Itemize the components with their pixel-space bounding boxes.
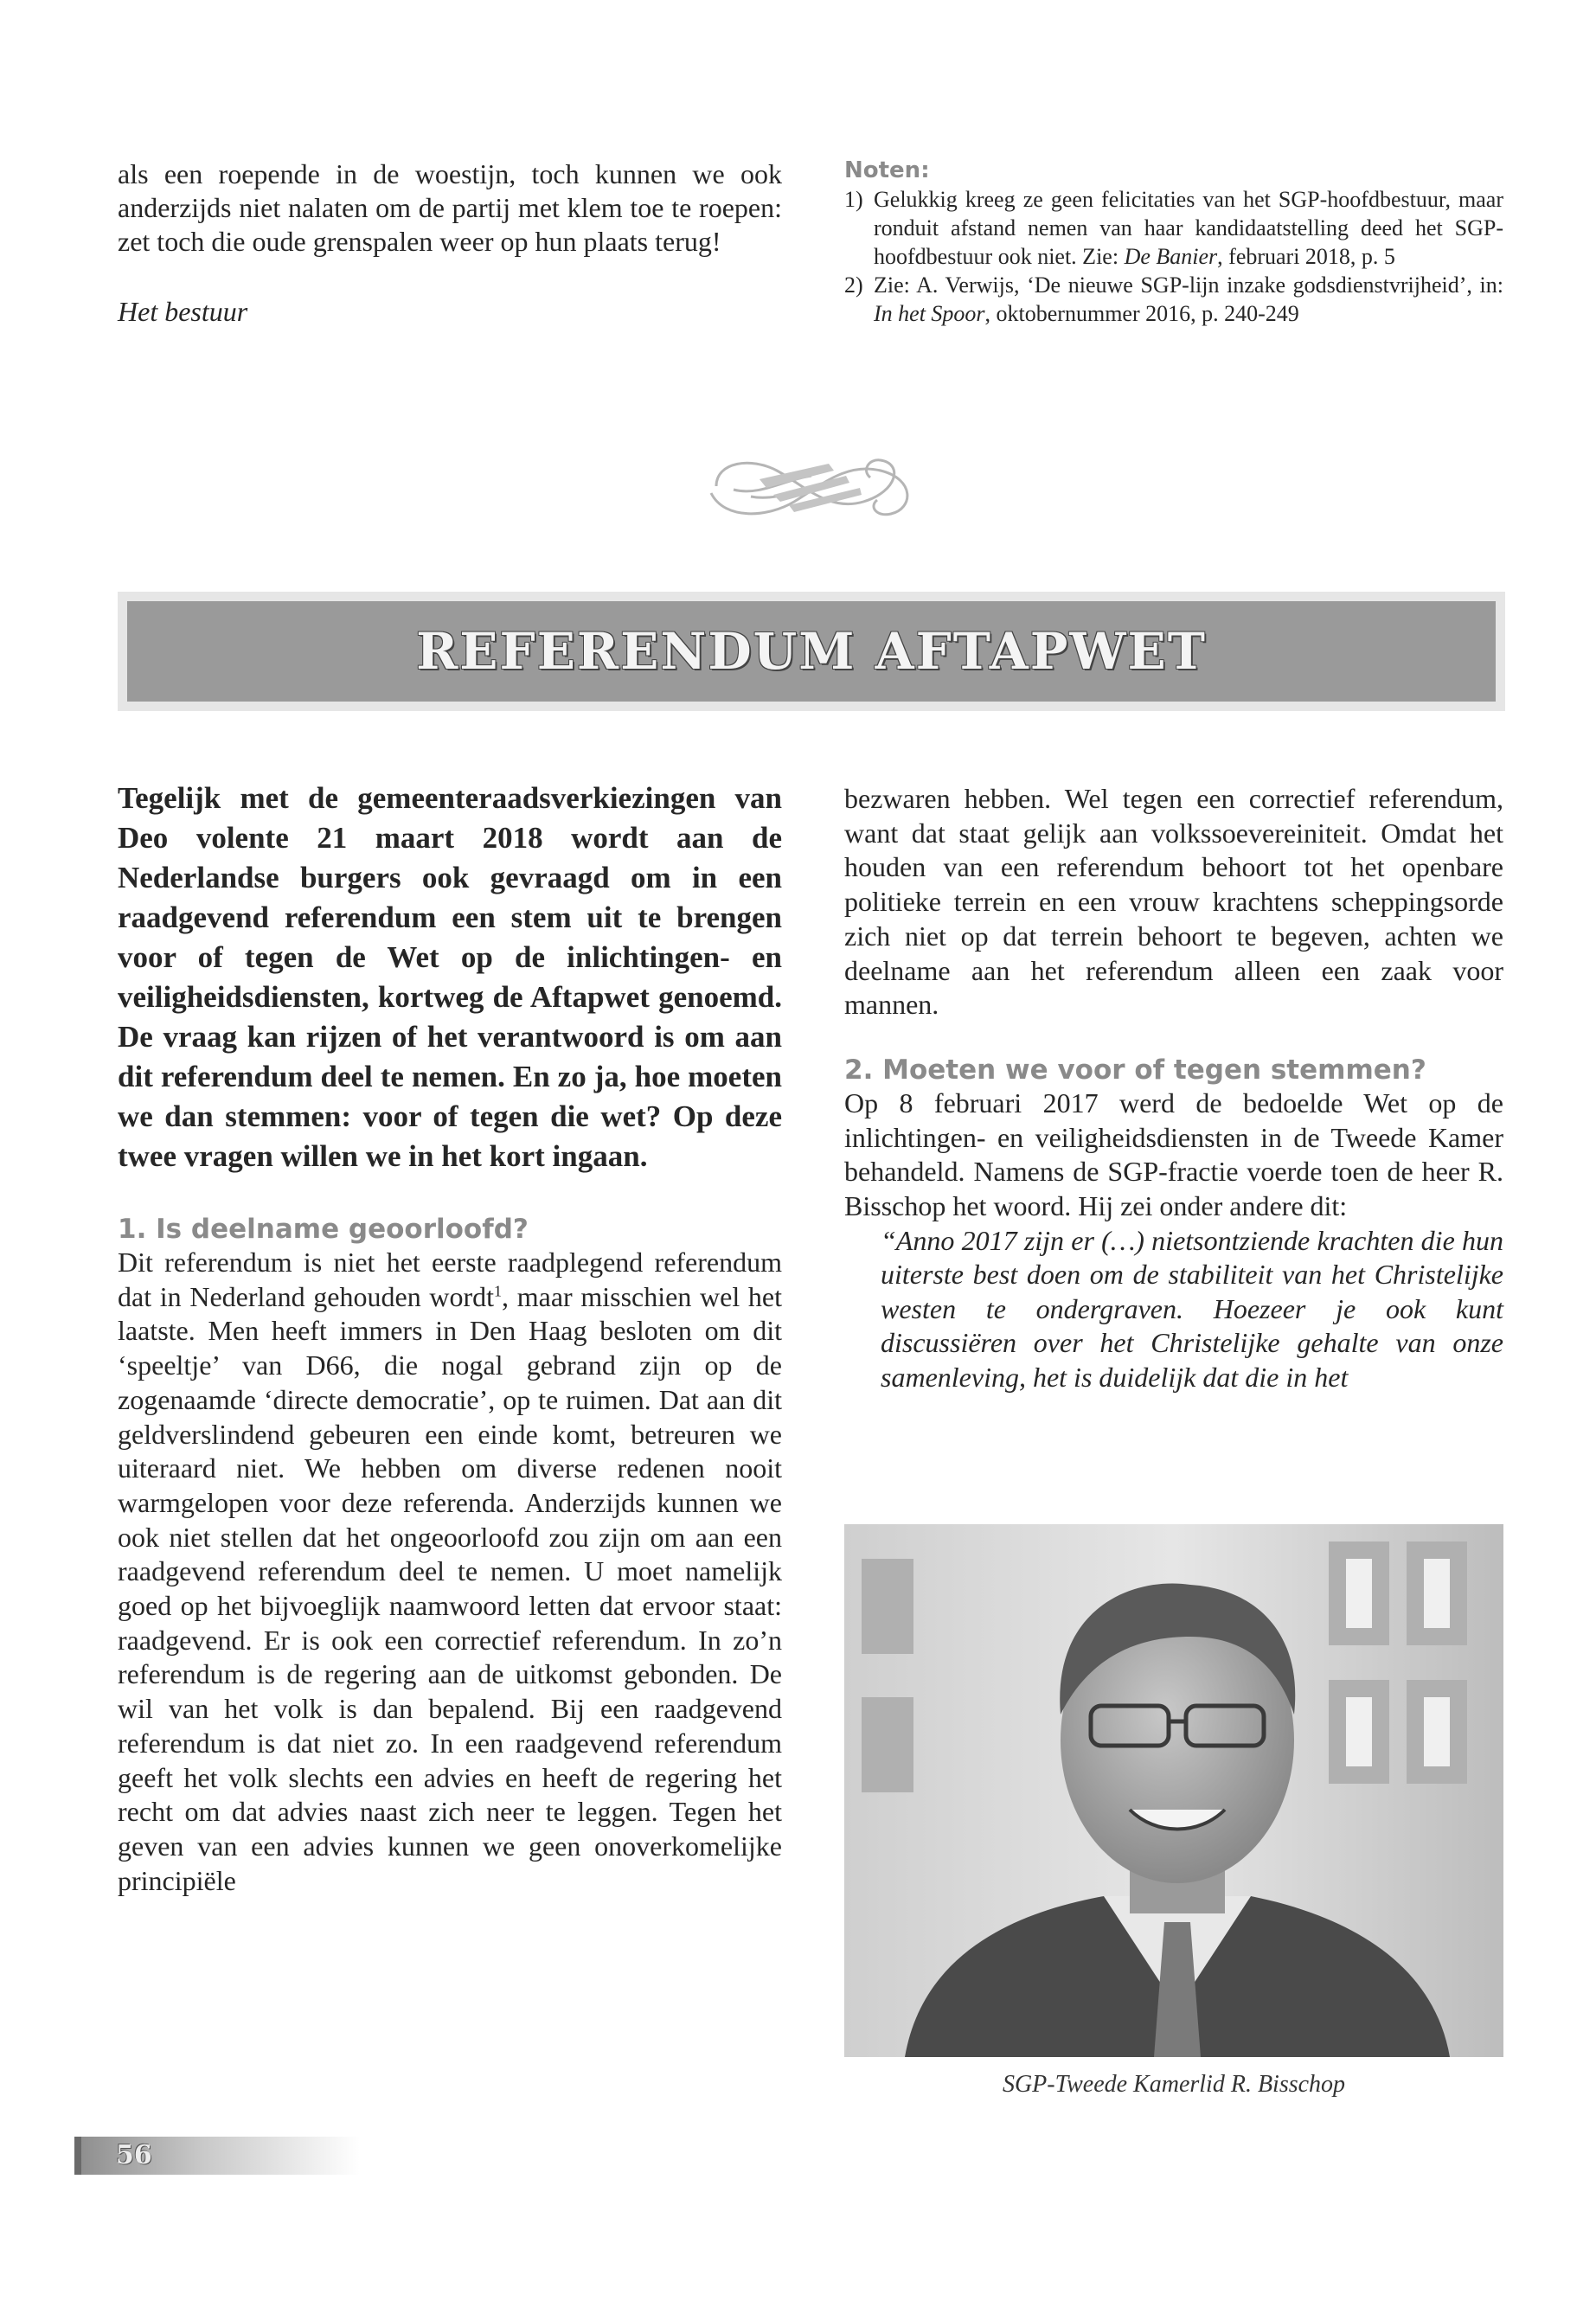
note-number: 1)	[844, 187, 863, 212]
lead-paragraph: Tegelijk met de gemeenteraadsverkiezingen van Deo volente 21 maart 2018 wordt aan de Nederlandse burgers ook gevraagd om in een raadgevend referendum een stem uit te brengen voor of tegen de Wet op de inlichtingen- en veiligheidsdiensten, kortweg de Aftapwet genoemd. De vraag kan rijzen of het verantwoord is om aan dit referendum deel te nemen. En zo ja, hoe moeten we dan stemmen: voor of tegen die wet? Op deze twee vragen willen we in het kort ingaan.	[118, 781, 782, 1173]
portrait-photo	[844, 1524, 1503, 2057]
section-1-body	[118, 1246, 782, 1898]
section-1-heading: 1. Is deelname geoorloofd?	[118, 1214, 529, 1245]
photo-caption: SGP-Tweede Kamerlid R. Bisschop	[1002, 2071, 1346, 2098]
note-text: , oktobernummer 2016, p. 240-249	[984, 301, 1299, 326]
signature: Het bestuur	[118, 296, 248, 327]
page-number: 56	[116, 2140, 152, 2170]
note-1	[844, 185, 1503, 271]
note-text: Gelukkig kreeg ze geen felicitaties van het SGP-hoofdbestuur, maar ronduit afstand nemen van haar kandidaatstelling deed het SGP-hoofdbestuur ook niet. Zie:	[874, 187, 1503, 269]
section-1-text-cont: , maar misschien wel het laatste. Men heeft immers in Den Haag besloten om dit ‘speeltje’ van D66, die nogal gebrand zijn op de zogenaamde ‘directe democratie’, op te ruimen. Dat aan dit geldverslindend gebeuren een einde komt, betreuren we uiteraard niet. We hebben om diverse redenen nooit warmgelopen voor deze referenda. Anderzijds kunnen we ook niet stellen dat het ongeoorloofd zou zijn om aan een raadgevend referendum deel te nemen. U moet namelijk goed op het bijvoeglijk naamwoord letten dat ervoor staat: raadgevend. Er is ook een correctief referendum. In zo’n referendum is de regering aan de uitkomst gebonden. De wil van het volk is dan bepalend. Bij een raadgevend referendum is dat niet zo. In een raadgevend referendum geeft het volk slechts een advies en heeft de regering het recht om dat advies naast zich neer te leggen. Tegen het geven van een advies kunnen we geen onoverkomelijke principiële	[118, 1280, 783, 1896]
previous-article-text: als een roepende in de woestijn, toch kunnen we ook anderzijds niet nalaten om de partij met klem toe te roepen: zet toch die oude grenspalen weer op hun plaats terug!	[118, 158, 782, 257]
section-2-body: Op 8 februari 2017 werd de bedoelde Wet op de inlichtingen- en veiligheidsdiensten in de Tweede Kamer behandeld. Namens de SGP-fractie voerde toen de heer R. Bisschop het woord. Hij zei onder andere dit:	[844, 1086, 1503, 1222]
note-2	[844, 271, 1503, 328]
note-text: Zie: A. Verwijs, ‘De nieuwe SGP-lijn inzake godsdienstvrijheid’, in:	[874, 272, 1503, 298]
section-2-heading: 2. Moeten we voor of tegen stemmen?	[844, 1054, 1426, 1086]
section-1-continued: bezwaren hebben. Wel tegen een correctief referendum, want dat staat gelijk aan volkssoevereiniteit. Omdat het houden van een referendum behoort tot het openbare politieke terrein en een vrouw krachtens scheppingsorde zich niet op dat terrein behoort te begeven, achten we deelname aan het referendum alleen een zaak voor mannen.	[844, 783, 1503, 1021]
note-text: , februari 2018, p. 5	[1217, 244, 1395, 269]
ornament-icon	[699, 445, 924, 528]
quote: “Anno 2017 zijn er (…) nietsontziende krachten die hun uiterste best doen om de stabiliteit van het Christelijke westen te ondergraven. Hoezeer je ook kunt discussiëren over het Christelijke gehalte van onze samenleving, het is duidelijk dat die in het	[881, 1224, 1503, 1393]
title-banner	[118, 592, 1505, 711]
right-column	[844, 782, 1503, 1394]
notes-heading: Noten:	[844, 157, 930, 183]
section-1-text: Dit referendum is niet het eerste raadplegend referendum dat in Nederland gehouden wordt	[118, 1247, 782, 1312]
note-publication: In het Spoor	[874, 301, 985, 326]
footnote-marker: 1	[494, 1282, 503, 1300]
left-column	[118, 779, 782, 1898]
note-number: 2)	[844, 272, 863, 298]
notes	[844, 156, 1503, 328]
note-publication: De Banier	[1124, 244, 1218, 269]
previous-article-ending	[118, 157, 782, 329]
portrait-image	[844, 1524, 1503, 2057]
article-title: REFERENDUM AFTAPWET	[416, 622, 1207, 681]
page-number-bar-edge	[74, 2137, 81, 2175]
title-banner-inner	[127, 601, 1496, 702]
